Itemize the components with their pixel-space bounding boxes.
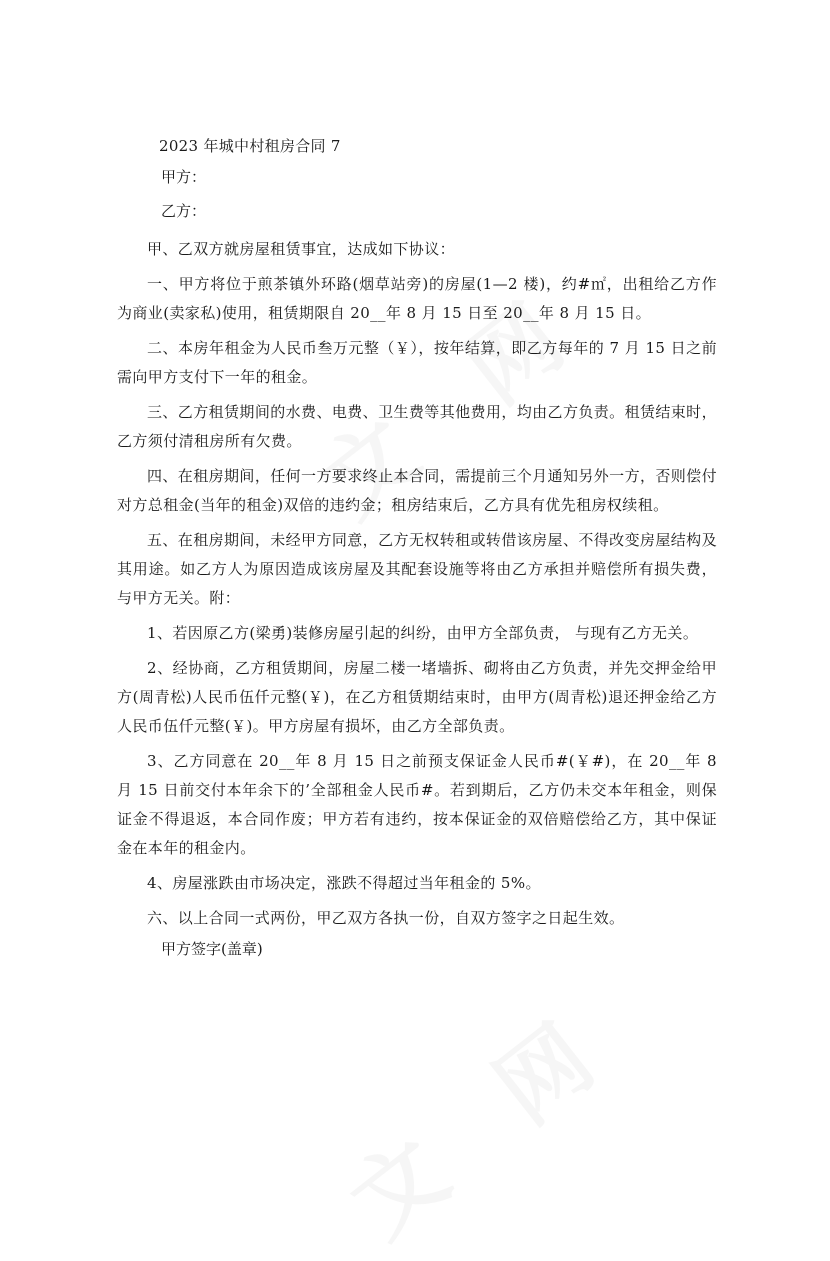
document-title: 2023 年城中村租房合同 7	[159, 137, 341, 155]
party-b-label: 乙方：	[161, 202, 207, 220]
document-body	[117, 136, 717, 959]
paragraph-clause-2: 二、本房年租金为人民币叁万元整（￥），按年结算，即乙方每年的 7 月 15 日之前需向甲方支付下一年的租金。	[117, 339, 717, 386]
paragraph-intro: 甲、乙双方就房屋租赁事宜，达成如下协议：	[147, 240, 456, 258]
paragraph-clause-5: 五、在租房期间，未经甲方同意，乙方无权转租或转借该房屋、不得改变房屋结构及其用途。如乙方人为原因造成该房屋及其配套设施等将由乙方承担并赔偿所有损失费， 与甲方无关。附：	[117, 531, 717, 607]
paragraph-annex-1: 1、若因原乙方(梁勇)装修房屋引起的纠纷，由甲方全部负责， 与现有乙方无关。	[147, 624, 699, 642]
paragraph-clause-1: 一、甲方将位于煎茶镇外环路(烟草站旁)的房屋(1—2 楼)，约#㎡，出租给乙方作为商业(卖家私)使用，租赁期限自 20__年 8 月 15 日至 20__年 8 月 15 日。	[117, 275, 717, 322]
signature-party-a: 甲方签字(盖章)	[161, 940, 263, 958]
paragraph-annex-3: 3、乙方同意在 20__年 8 月 15 日之前预支保证金人民币#(￥#)，在 20__年 8 月 15 日前交付本年余下的’全部租金人民币#。若到期后，乙方仍未交本年租金，则保证金不得退返，本合同作废；甲方若有违约，按本保证金的双倍赔偿给乙方，其中保证金在本年的租金内。	[117, 752, 717, 857]
paragraph-annex-2: 2、经协商，乙方租赁期间，房屋二楼一堵墙拆、砌将由乙方负责，并先交押金给甲方(周青松)人民币伍仟元整(￥)，在乙方租赁期结束时，由甲方(周青松)退还押金给乙方人民币伍仟元整(￥)。甲方房屋有损坏，由乙方全部负责。	[117, 659, 717, 735]
paragraph-clause-6: 六、以上合同一式两份，甲乙双方各执一份，自双方签字之日起生效。	[147, 909, 625, 927]
paragraph-clause-3: 三、乙方租赁期间的水费、电费、卫生费等其他费用，均由乙方负责。租赁结束时，乙方须付清租房所有欠费。	[117, 403, 717, 450]
paragraph-annex-4: 4、房屋涨跌由市场决定，涨跌不得超过当年租金的 5%。	[147, 874, 541, 892]
paragraph-clause-4: 四、在租房期间，任何一方要求终止本合同，需提前三个月通知另外一方，否则偿付对方总租金(当年的租金)双倍的违约金；租房结束后，乙方具有优先租房权续租。	[117, 467, 717, 514]
party-a-label: 甲方：	[161, 168, 207, 186]
watermark-bottom	[319, 989, 615, 1260]
